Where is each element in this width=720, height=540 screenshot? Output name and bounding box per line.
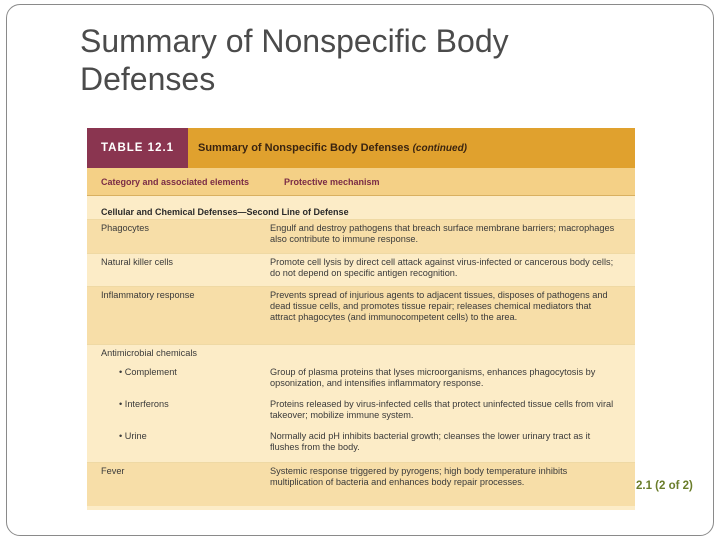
table-title-text: Summary of Nonspecific Body Defenses bbox=[198, 142, 410, 154]
slide-title bbox=[80, 22, 640, 98]
figure-caption: 2.1 (2 of 2) bbox=[636, 480, 693, 492]
table-row bbox=[87, 219, 635, 253]
row-category: • Complement bbox=[119, 367, 177, 377]
table-row bbox=[87, 462, 635, 506]
row-category: • Interferons bbox=[119, 399, 169, 409]
row-mechanism: Prevents spread of injurious agents to adjacent tissues, disposes of pathogens and dead tissue cells, and promotes tissue repair; releases chemical mediators that attract phagocytes (and immunocompetent cells) to the area. bbox=[270, 290, 608, 322]
row-category: Phagocytes bbox=[101, 223, 150, 233]
row-category: Antimicrobial chemicals bbox=[101, 348, 197, 358]
row-mechanism: Promote cell lysis by direct cell attack against virus-infected or cancerous body cells; do not depend on specific antigen recognition. bbox=[270, 257, 614, 278]
summary-table bbox=[87, 128, 635, 510]
column-header-category: Category and associated elements bbox=[101, 177, 250, 187]
row-category: • Urine bbox=[119, 431, 147, 441]
slide-title-line1: Summary of Nonspecific Body bbox=[80, 23, 509, 59]
table-row bbox=[87, 253, 635, 286]
row-category: Fever bbox=[101, 466, 125, 476]
row-mechanism: Engulf and destroy pathogens that breach surface membrane barriers; macrophages also contribute to immune response. bbox=[270, 223, 615, 244]
table-header bbox=[87, 128, 635, 168]
table-number: TABLE 12.1 bbox=[87, 128, 188, 168]
row-category: Inflammatory response bbox=[101, 290, 195, 300]
row-mechanism: Proteins released by virus-infected cells that protect uninfected tissue cells from viral takeover; mobilize immune system. bbox=[270, 399, 614, 420]
table-body bbox=[87, 196, 635, 506]
row-mechanism: Systemic response triggered by pyrogens; high body temperature inhibits multiplication of bacteria and enhances body repair processes. bbox=[270, 466, 568, 487]
table-row bbox=[87, 286, 635, 344]
table-row bbox=[87, 396, 635, 428]
table-title-suffix: (continued) bbox=[412, 143, 468, 154]
slide-title-line2: Defenses bbox=[80, 61, 216, 97]
column-header-mechanism: Protective mechanism bbox=[284, 177, 380, 187]
table-row bbox=[87, 364, 635, 396]
row-mechanism bbox=[270, 345, 635, 364]
row-mechanism: Group of plasma proteins that lyses microorganisms, enhances phagocytosis by opsonization, and intensifies inflammatory response. bbox=[270, 367, 596, 388]
table-title bbox=[188, 142, 467, 154]
section-heading: Cellular and Chemical Defenses—Second Line of Defense bbox=[101, 207, 349, 217]
table-row bbox=[87, 344, 635, 364]
table-row bbox=[87, 428, 635, 462]
row-mechanism: Normally acid pH inhibits bacterial growth; cleanses the lower urinary tract as it flushes from the body. bbox=[270, 431, 591, 452]
row-category: Natural killer cells bbox=[101, 257, 173, 267]
column-header-row bbox=[87, 168, 635, 196]
